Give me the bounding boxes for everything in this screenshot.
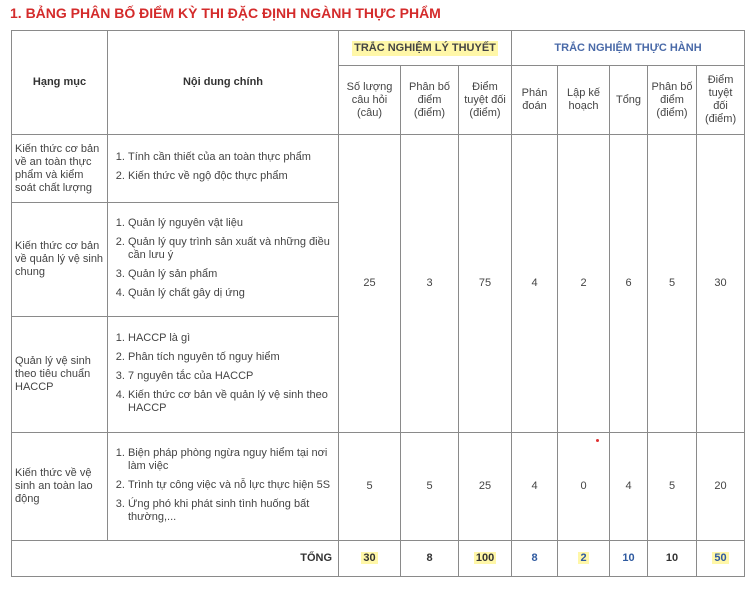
list-item: 1. Tính cần thiết của an toàn thực phẩm: [128, 151, 334, 164]
score-distribution-table: [11, 30, 745, 577]
row-category: Quản lý vệ sinh theo tiêu chuẩn HACCP: [12, 317, 108, 433]
col-practice-absolute: Điểm tuyệt đối (điểm): [697, 66, 745, 135]
row-content: [108, 433, 339, 541]
value-cell: 3: [401, 135, 459, 433]
value-cell: 0: [558, 433, 610, 541]
total-cell: [401, 541, 459, 577]
value-cell: 20: [697, 433, 745, 541]
value-cell: 4: [512, 135, 558, 433]
total-value: 2: [580, 552, 587, 564]
value-cell: 5: [401, 433, 459, 541]
table-row: [12, 135, 745, 203]
header-content: Nội dung chính: [108, 31, 339, 135]
value-cell: 4: [512, 433, 558, 541]
col-judgement: Phán đoán: [512, 66, 558, 135]
header-theory: [339, 31, 512, 66]
total-label: TỔNG: [12, 541, 339, 577]
table-row: [12, 433, 745, 541]
col-practice-points: Phân bố điểm (điểm): [648, 66, 697, 135]
row-content: [108, 317, 339, 433]
col-theory-points: Phân bố điểm (điểm): [401, 66, 459, 135]
list-item: 3. Ứng phó khi phát sinh tình huống bất thường,...: [128, 498, 334, 524]
col-theory-absolute: Điểm tuyệt đối (điểm): [459, 66, 512, 135]
list-item: 4. Kiến thức cơ bản về quản lý vệ sinh theo HACCP: [128, 389, 334, 415]
total-value: 30: [363, 552, 376, 564]
header-category: Hạng mục: [12, 31, 108, 135]
value-cell: 25: [459, 433, 512, 541]
list-item: 2. Quản lý quy trình sản xuất và những điều cần lưu ý: [128, 236, 334, 262]
total-cell: [339, 541, 401, 577]
theory-group-label: TRẮC NGHIỆM LÝ THUYẾT: [354, 41, 496, 54]
total-cell: [648, 541, 697, 577]
row-content: [108, 203, 339, 317]
list-item: 3. Quản lý sản phẩm: [128, 268, 334, 281]
col-total: Tổng: [610, 66, 648, 135]
value-cell: 30: [697, 135, 745, 433]
value-cell: 6: [610, 135, 648, 433]
row-category: Kiến thức cơ bản về an toàn thực phẩm và kiểm soát chất lượng: [12, 135, 108, 203]
total-cell: [558, 541, 610, 577]
value-cell: 5: [648, 135, 697, 433]
total-cell: [697, 541, 745, 577]
total-value: 8: [531, 552, 538, 564]
value-cell: 75: [459, 135, 512, 433]
list-item: 1. Biện pháp phòng ngừa nguy hiểm tại nơi làm việc: [128, 447, 334, 473]
row-category: Kiến thức về vệ sinh an toàn lao động: [12, 433, 108, 541]
col-planning: Lập kế hoạch: [558, 66, 610, 135]
list-item: 1. Quản lý nguyên vật liệu: [128, 217, 334, 230]
list-item: 2. Phân tích nguyên tố nguy hiểm: [128, 351, 334, 364]
list-item: 1. HACCP là gì: [128, 332, 334, 345]
value-cell: 4: [610, 433, 648, 541]
value-cell: 2: [558, 135, 610, 433]
value-cell: 25: [339, 135, 401, 433]
value-cell: 5: [339, 433, 401, 541]
total-cell: [610, 541, 648, 577]
col-question-count: Số lượng câu hỏi (câu): [339, 66, 401, 135]
row-category: Kiến thức cơ bản về quản lý vệ sinh chung: [12, 203, 108, 317]
value-cell: 5: [648, 433, 697, 541]
total-row: [12, 541, 745, 577]
total-value: 10: [622, 552, 635, 564]
total-value: 50: [714, 552, 727, 564]
list-item: 2. Trình tự công việc và nỗ lực thực hiện 5S: [128, 479, 334, 492]
practice-group-label: TRẮC NGHIỆM THỰC HÀNH: [554, 41, 702, 54]
list-item: 4. Quản lý chất gây dị ứng: [128, 287, 334, 300]
total-cell: [459, 541, 512, 577]
page-title: 1. BẢNG PHÂN BỐ ĐIỂM KỲ THI ĐẶC ĐỊNH NGÀNH THỰC PHẨM: [10, 5, 441, 21]
total-cell: [512, 541, 558, 577]
row-content: [108, 135, 339, 203]
total-value: 100: [475, 552, 495, 564]
list-item: 2. Kiến thức về ngộ độc thực phẩm: [128, 170, 334, 183]
total-value: 10: [665, 552, 679, 564]
red-dot-mark: [596, 439, 599, 442]
list-item: 3. 7 nguyên tắc của HACCP: [128, 370, 334, 383]
total-value: 8: [426, 552, 433, 564]
header-practice: [512, 31, 745, 66]
